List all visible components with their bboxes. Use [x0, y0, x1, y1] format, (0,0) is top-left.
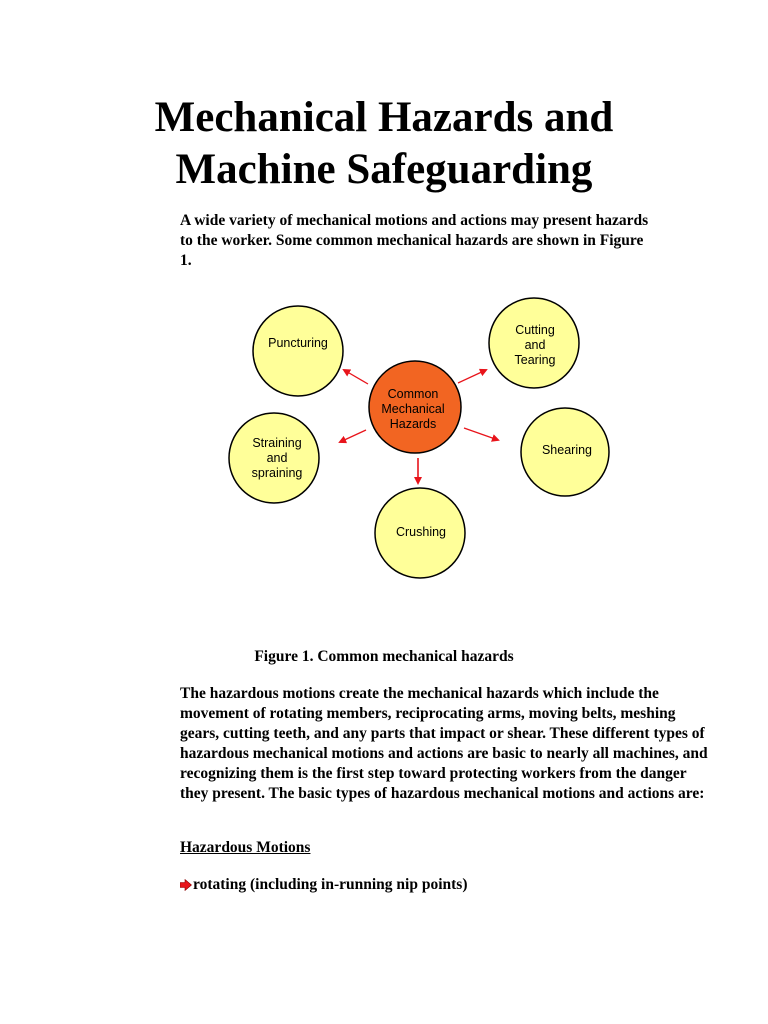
straining-label-line-2: and	[266, 451, 288, 465]
intro-paragraph: A wide variety of mechanical motions and actions may present hazards to the worker. Some common mechanical hazards are shown in Figure 1.	[180, 212, 649, 269]
shearing-label: Shearing	[541, 443, 593, 457]
arrow-to-shearing	[464, 428, 498, 440]
arrow-to-cutting	[458, 370, 486, 383]
straining-label-line-1: Straining	[252, 436, 302, 450]
center-label-line-3: Hazards	[389, 417, 437, 431]
node-cutting-tearing	[489, 298, 579, 388]
bullet-text: rotating (including in-running nip points)	[193, 876, 468, 893]
section-heading-hazardous-motions: Hazardous Motions	[180, 839, 311, 856]
straining-label-line-3: spraining	[251, 466, 303, 480]
document-title	[0, 92, 768, 196]
body-paragraph: The hazardous motions create the mechanical hazards which include the movement of rotating members, reciprocating arms, moving belts, meshing gears, cutting teeth, and any parts that impact or shear. These different types of hazardous mechanical motions and actions are basic to nearly all machines, and recognizing them is the first step toward protecting workers from the danger they present. The basic types of hazardous mechanical motions and actions are:	[180, 685, 708, 802]
title-line-1: Mechanical Hazards and	[154, 94, 614, 141]
cutting-label-line-1: Cutting	[515, 323, 555, 337]
center-node	[369, 361, 461, 453]
arrow-to-puncturing	[344, 370, 368, 384]
crushing-label: Crushing	[395, 525, 447, 539]
figure-caption: Figure 1. Common mechanical hazards	[254, 648, 514, 665]
puncturing-label: Puncturing	[268, 336, 328, 350]
center-label-line-2: Mechanical	[381, 402, 445, 416]
hazards-diagram	[0, 290, 768, 580]
center-label-line-1: Common	[387, 387, 439, 401]
cutting-label-line-3: Tearing	[514, 353, 556, 367]
arrow-bullet-icon	[180, 879, 192, 891]
title-line-2: Machine Safeguarding	[175, 146, 593, 193]
cutting-label-line-2: and	[524, 338, 546, 352]
node-puncturing	[253, 306, 343, 396]
node-straining-spraining	[229, 413, 319, 503]
bullet-item	[180, 875, 468, 895]
node-crushing	[375, 488, 465, 578]
node-shearing	[521, 408, 609, 496]
arrow-to-straining	[340, 430, 366, 442]
